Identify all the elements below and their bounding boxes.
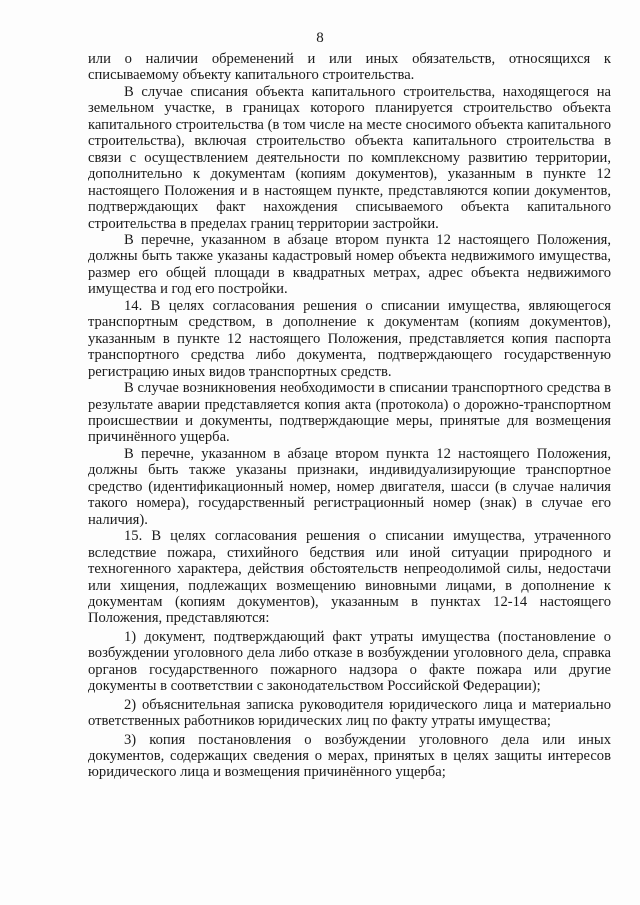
paragraph-item-14: 14. В целях согласования решения о списании имущества, являющегося транспортным средством, в дополнение к документам (копиям документов), указанным в пункте 12 настоящего Положения, представляется копия паспорта транспортного средства либо документа, подтверждающего государственную регистрацию иных видов транспортных средств.: [88, 297, 611, 380]
paragraph-item-15: 15. В целях согласования решения о списании имущества, утраченного вследствие пожара, стихийного бедствия или иной ситуации природного и техногенного характера, действия обстоятельств непреодолимой силы, недостачи или хищения, подлежащих возмещению виновными лицами, в дополнение к документам (копиям документов), указанным в пунктах 12-14 настоящего Положения, представляются:: [88, 528, 611, 627]
paragraph-subitem-2: 2) объяснительная записка руководителя юридического лица и материально ответственных работников юридических лиц по факту утраты имущества;: [88, 696, 611, 730]
paragraph-accident: В случае возникновения необходимости в списании транспортного средства в результате аварии представляется копия акта (протокола) о дорожно-транспортном происшествии и документы, подтверждающие меры, принятые для возмещения причинённого ущерба.: [88, 380, 611, 446]
paragraph-subitem-1: 1) документ, подтверждающий факт утраты имущества (постановление о возбуждении уголовного дела либо отказе в возбуждении уголовного дела, справка органов государственного пожарного надзора о факте пожара или другие документы в соответствии с законодательством Российской Федерации);: [88, 628, 611, 695]
paragraph-continuation: или о наличии обременений и или иных обязательств, относящихся к списываемому объекту капитального строительства.: [88, 51, 611, 84]
document-body: [88, 51, 611, 781]
paragraph-capital-construction: В случае списания объекта капитального строительства, находящегося на земельном участке, в границах которого планируется строительство объекта капитального строительства (в том числе на месте сносимого объекта капитального строительства), включая строительство объекта капитального строительства в связи с осуществлением деятельности по комплексному развитию территории, дополнительно к документам (копиям документов), указанным в пункте 12 настоящего Положения и в настоящем пункте, представляются копии документов, подтверждающих факт нахождения списываемого объекта капитального строительства в пределах границ территории застройки.: [88, 83, 611, 232]
paragraph-subitem-3: 3) копия постановления о возбуждении уголовного дела или иных документов, содержащих сведения о мерах, принятых в целях защиты интересов юридического лица и возмещения причинённого ущерба;: [88, 731, 611, 781]
page-number: 8: [316, 30, 324, 46]
paragraph-vehicle-identifiers: В перечне, указанном в абзаце втором пункта 12 настоящего Положения, должны быть также указаны признаки, индивидуализирующие транспортное средство (идентификационный номер, номер двигателя, шасси (в случае наличия такого номера), государственный регистрационный номер (знак) в случае его наличия).: [88, 445, 611, 528]
paragraph-cadastral-list: В перечне, указанном в абзаце втором пункта 12 настоящего Положения, должны быть также указаны кадастровый номер объекта недвижимого имущества, размер его общей площади в квадратных метрах, адрес объекта недвижимого имущества и год его постройки.: [88, 231, 611, 298]
